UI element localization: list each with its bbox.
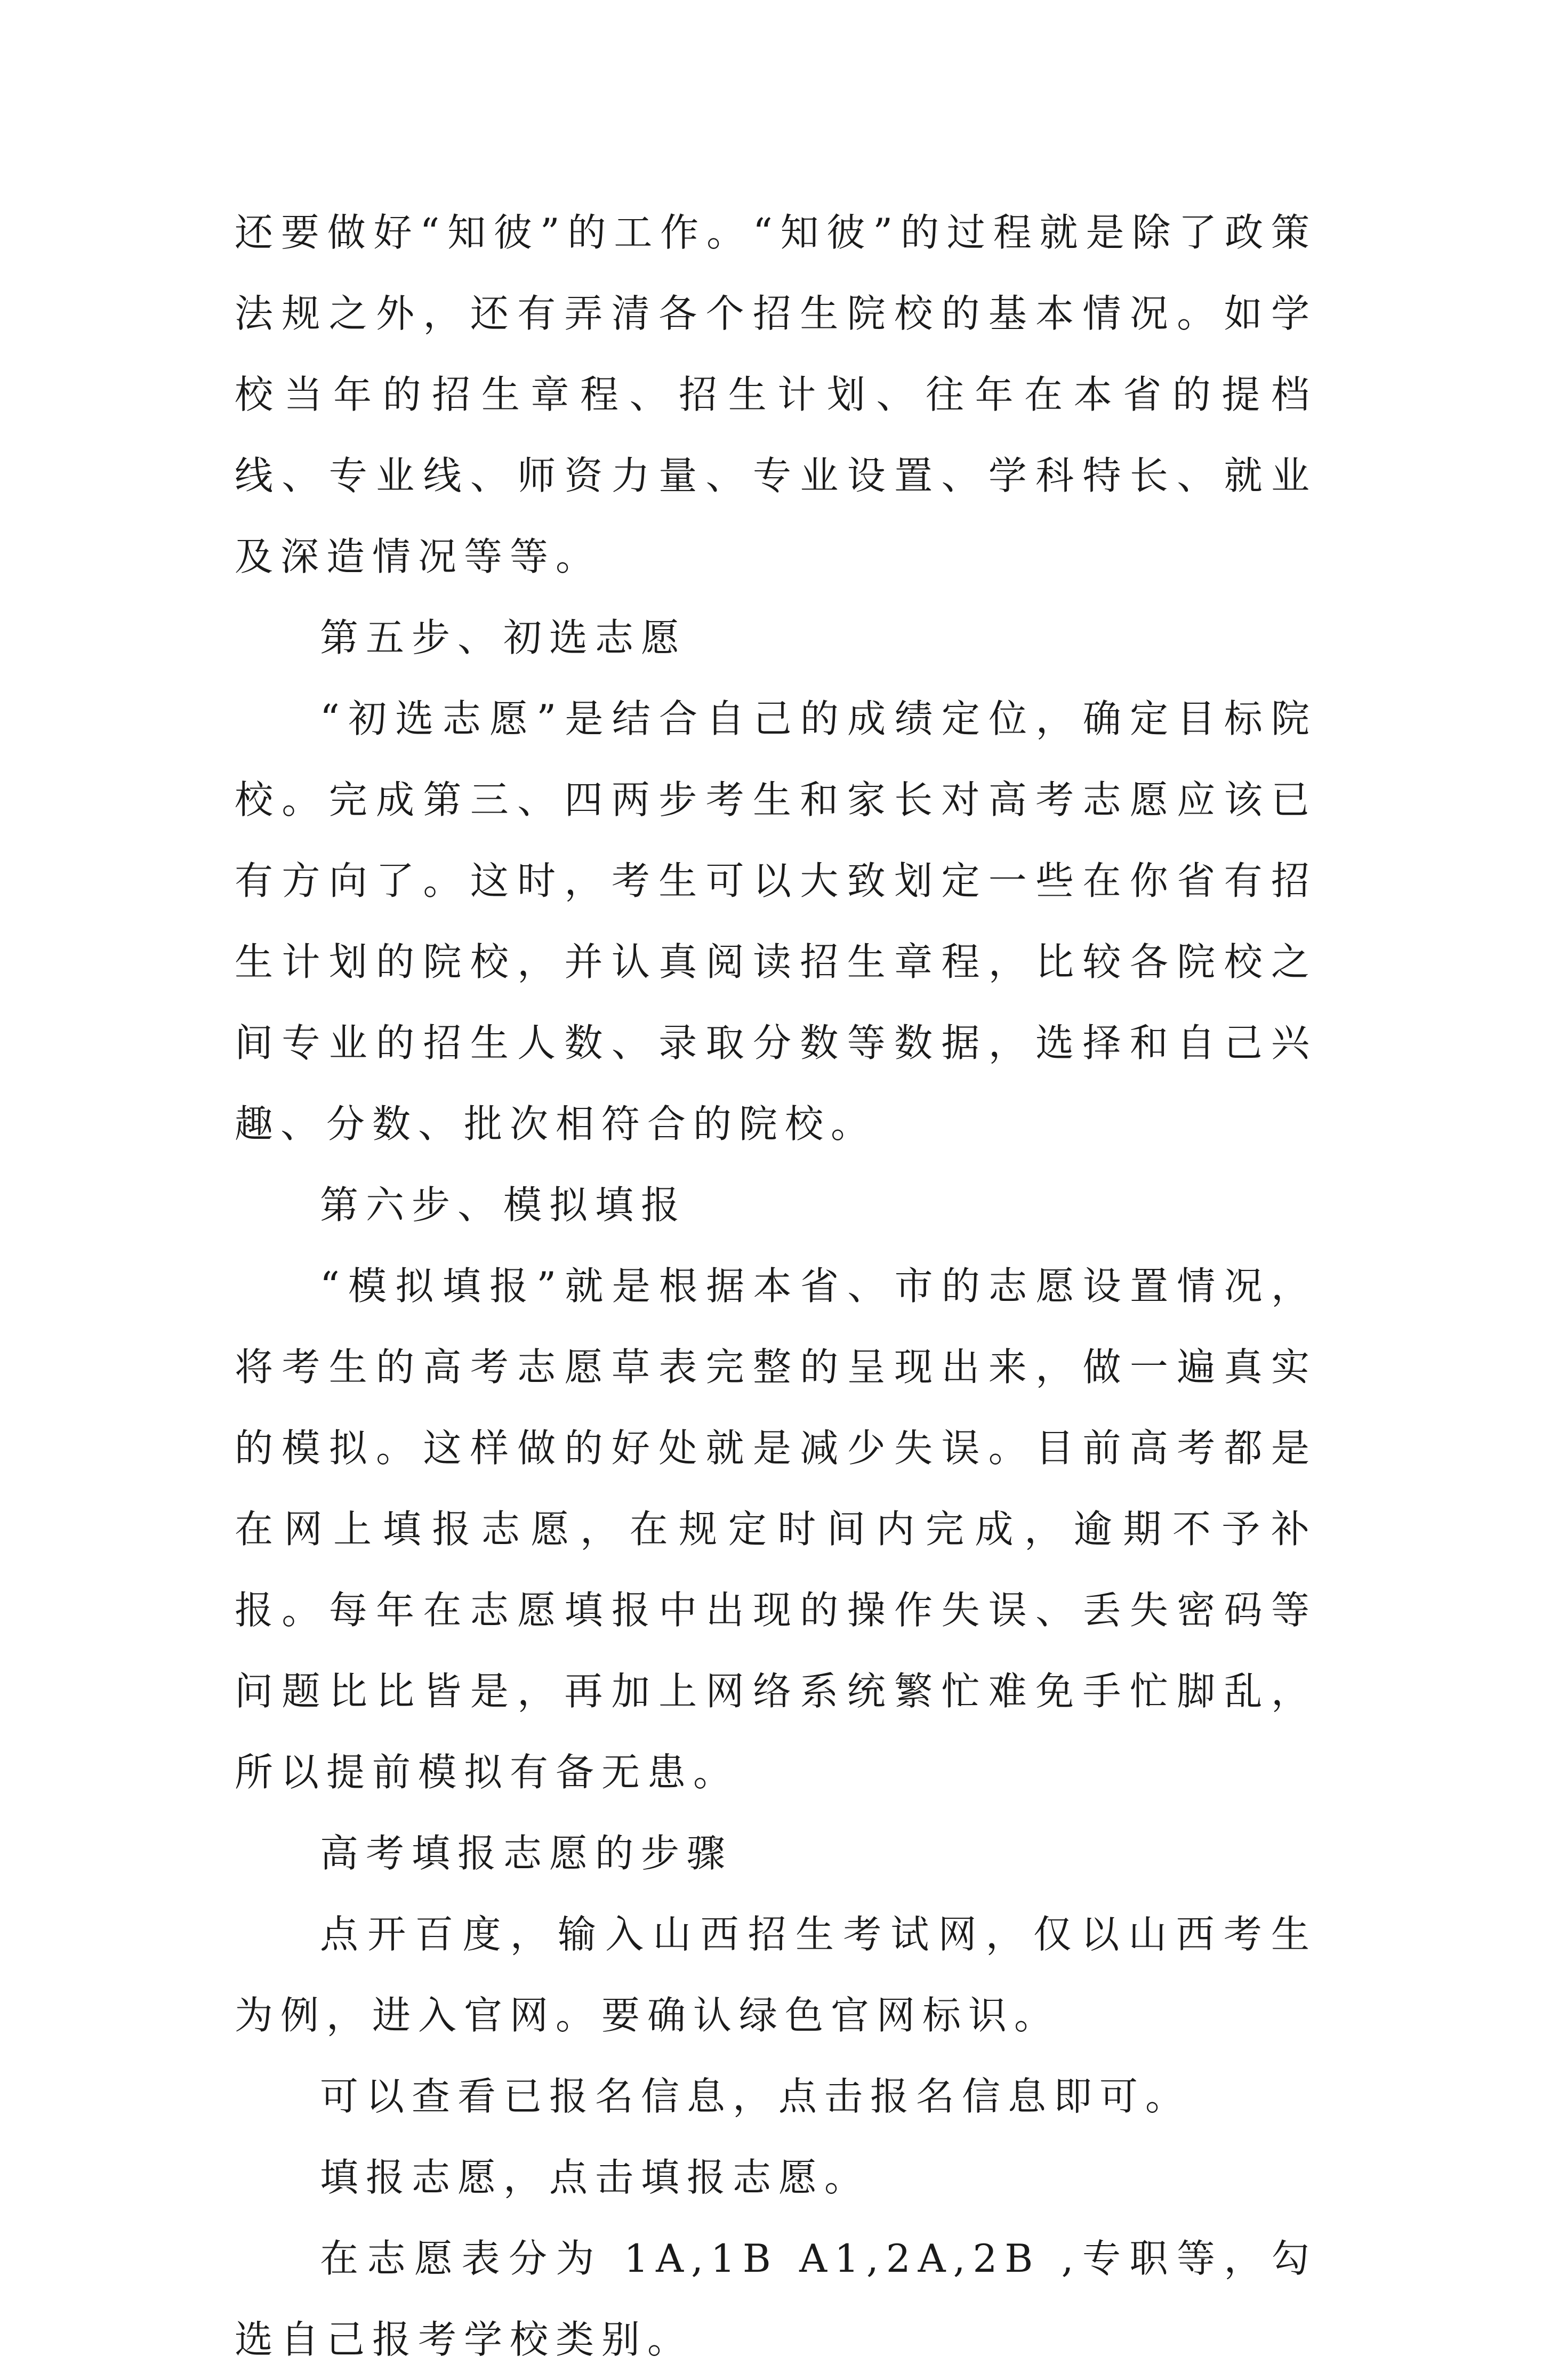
document-body — [235, 192, 1317, 2380]
paragraph-open-website: 点开百度，输入山西招生考试网，仅以山西考生为例，进入官网。要确认绿色官网标识。 — [235, 1912, 1317, 2038]
paragraph-know-the-schools: 还要做好“知彼”的工作。“知彼”的过程就是除了政策法规之外，还有弄清各个招生院校的基本情况。如学校当年的招生章程、招生计划、往年在本省的提档线、专业线、师资力量、专业设置、学科特长、就业及深造情况等等。 — [235, 210, 1317, 579]
paragraph-view-registration: 可以查看已报名信息，点击报名信息即可。 — [320, 2074, 1192, 2119]
paragraph-initial-selection: “初选志愿”是结合自己的成绩定位，确定目标院校。完成第三、四两步考生和家长对高考志愿应该已有方向了。这时，考生可以大致划定一些在你省有招生计划的院校，并认真阅读招生章程，比较各院校之间专业的招生人数、录取分数等数据，选择和自己兴趣、分数、批次相符合的院校。 — [235, 696, 1317, 1146]
paragraph-select-category: 在志愿表分为 1A,1B A1,2A,2B ,专职等，勾选自己报考学校类别。 — [235, 2236, 1317, 2362]
paragraph-fill-preferences: 填报志愿，点击填报志愿。 — [320, 2155, 871, 2200]
paragraph-mock-filling: “模拟填报”就是根据本省、市的志愿设置情况，将考生的高考志愿草表完整的呈现出来，做一遍真实的模拟。这样做的好处就是减少失误。目前高考都是在网上填报志愿，在规定时间内完成，逾期不予补报。每年在志愿填报中出现的操作失误、丢失密码等问题比比皆是，再加上网络系统繁忙难免手忙脚乱，所以提前模拟有备无患。 — [235, 1264, 1317, 1795]
heading-step-five: 第五步、初选志愿 — [320, 615, 687, 660]
heading-step-six: 第六步、模拟填报 — [320, 1183, 687, 1227]
heading-filling-steps: 高考填报志愿的步骤 — [320, 1831, 733, 1876]
